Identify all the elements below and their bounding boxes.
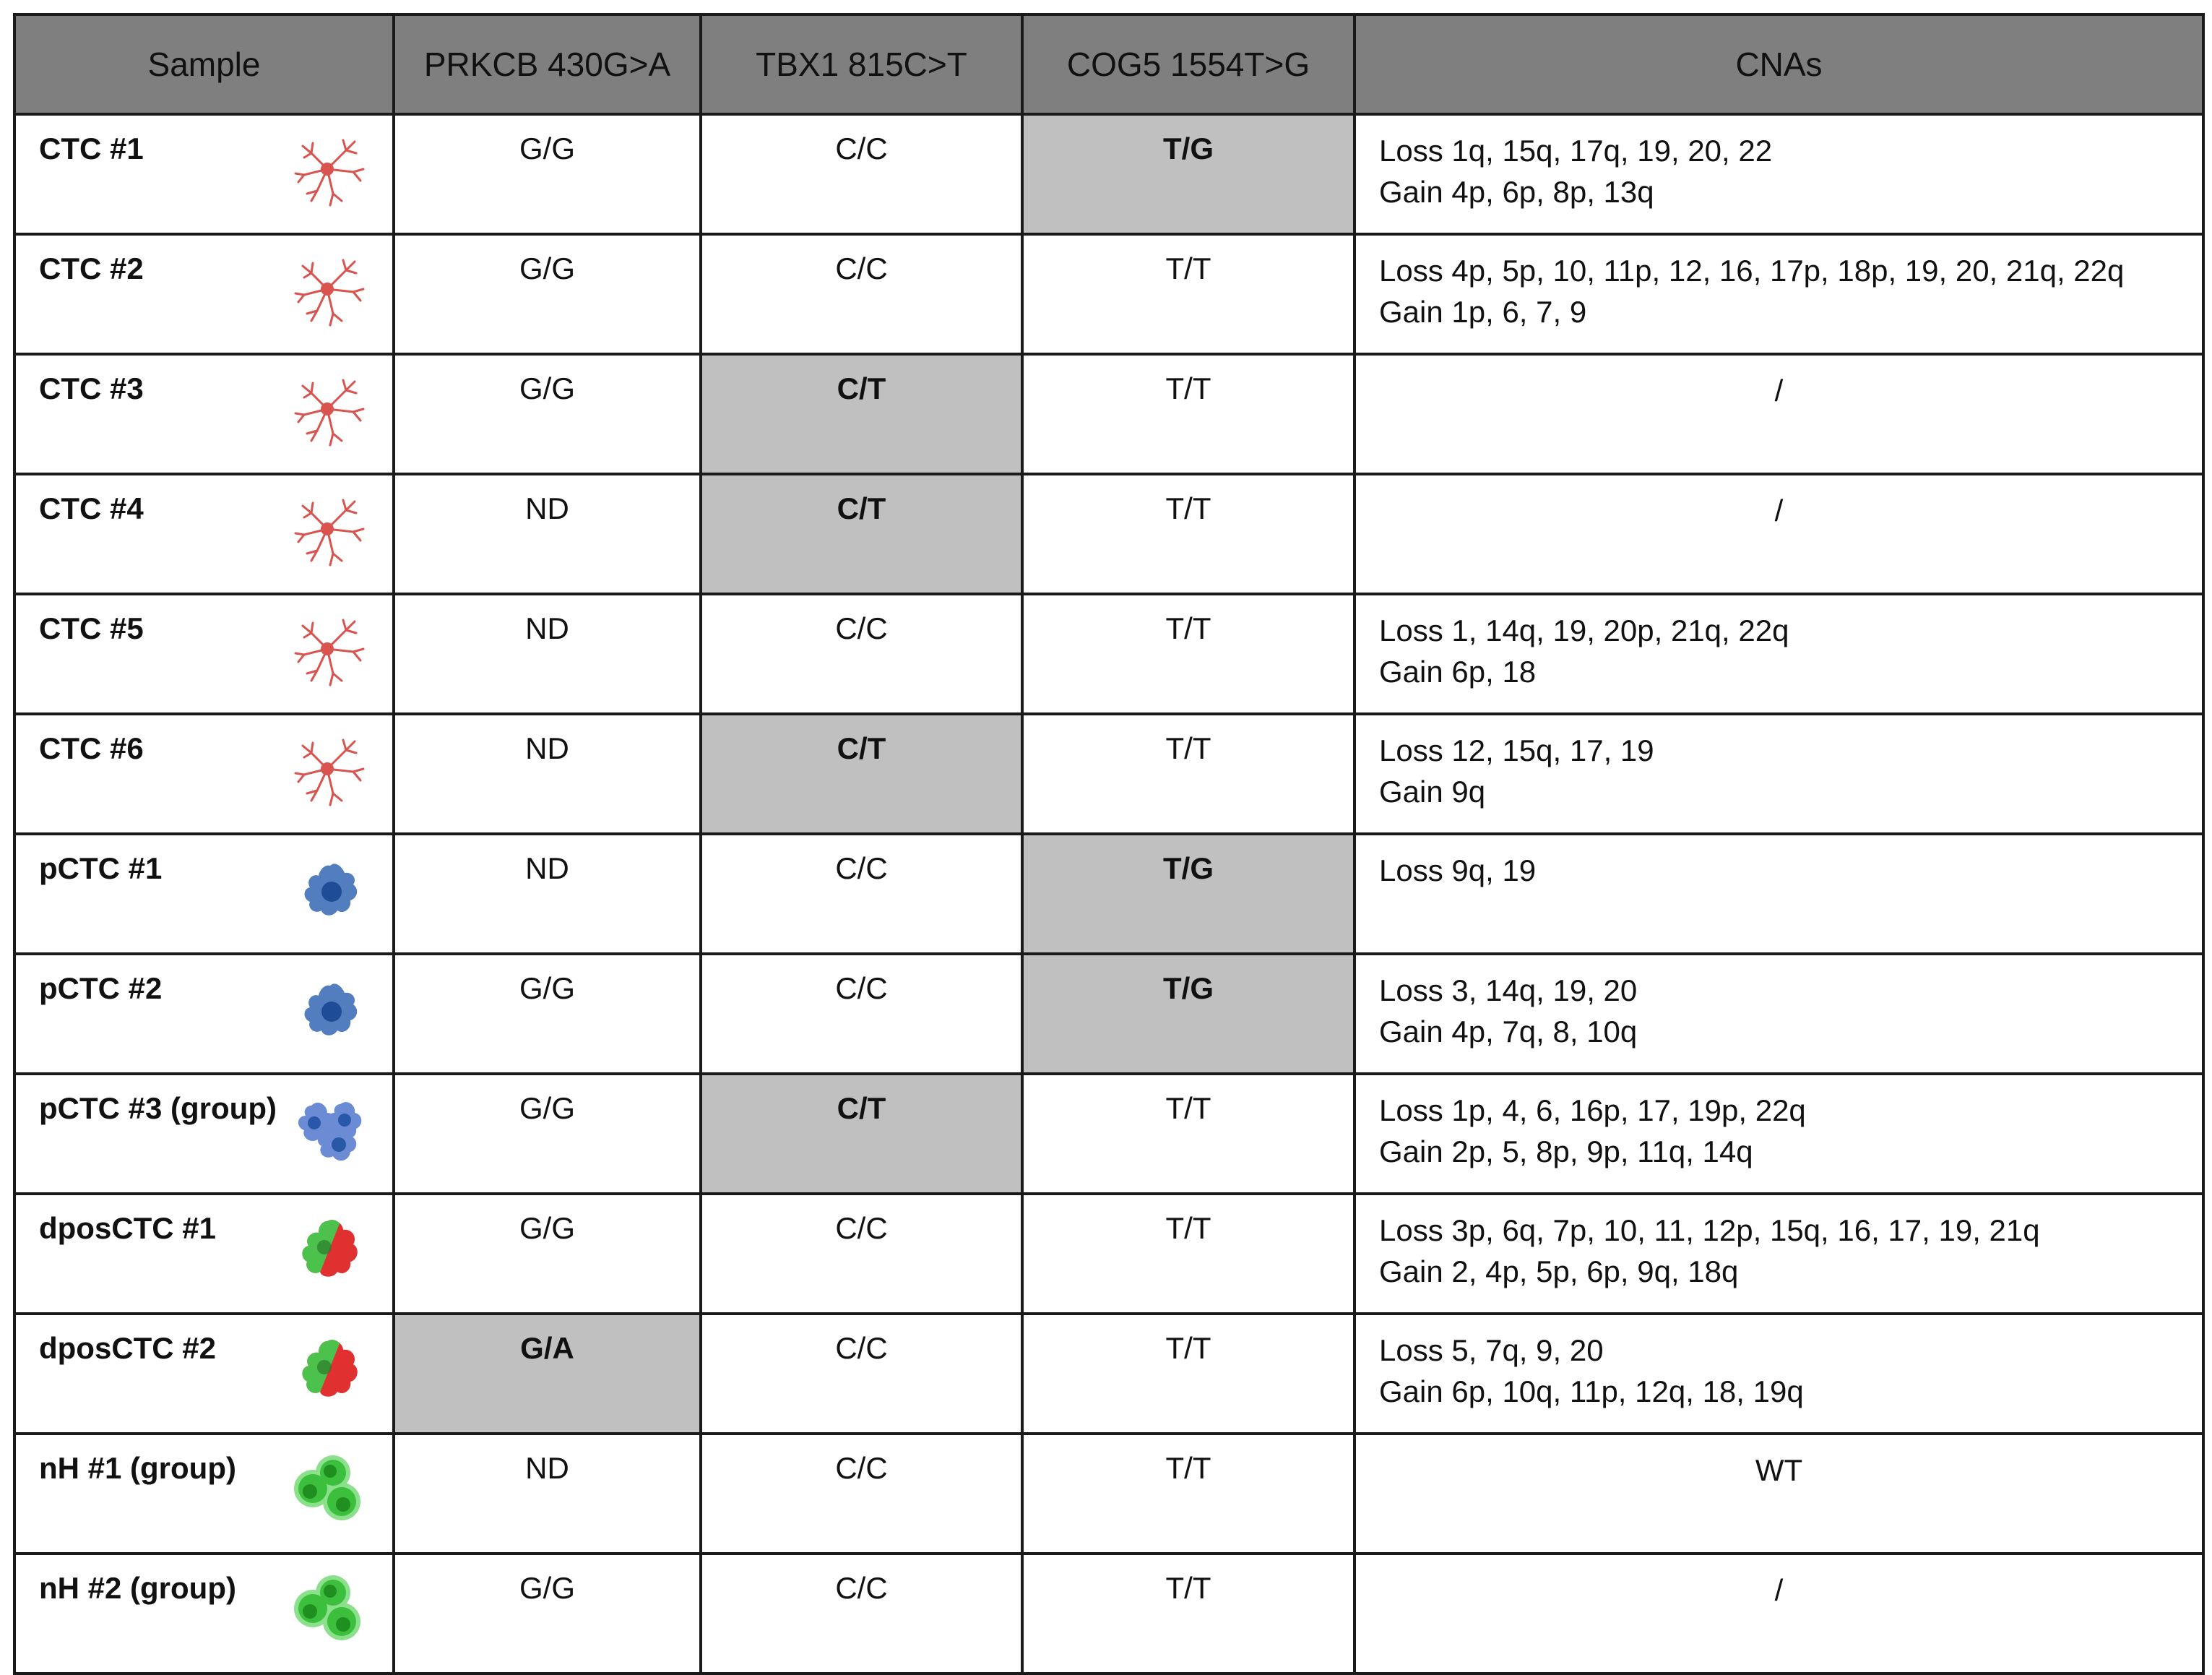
cna-cell — [1355, 834, 2203, 954]
cog5-genotype-cell: T/T — [1022, 234, 1355, 354]
sample-label: CTC #6 — [39, 731, 144, 765]
table-row — [14, 1314, 2203, 1434]
cna-line-2: Gain 6p, 18 — [1379, 655, 1537, 689]
table-row — [14, 1554, 2203, 1674]
table-row — [14, 1074, 2203, 1194]
table-row — [14, 354, 2203, 474]
cog5-genotype-cell: T/T — [1022, 1554, 1355, 1674]
table-row — [14, 714, 2203, 834]
cna-line-2: Gain 4p, 6p, 8p, 13q — [1379, 175, 1654, 209]
sample-label: nH #2 (group) — [39, 1571, 236, 1605]
tbx1-genotype-cell: C/C — [701, 954, 1022, 1074]
neuron-cell-icon — [282, 244, 376, 335]
cog5-genotype-cell: T/G — [1022, 954, 1355, 1074]
prkcb-genotype-cell: ND — [394, 834, 701, 954]
prkcb-genotype-cell: G/G — [394, 1074, 701, 1194]
sample-label: CTC #5 — [39, 611, 144, 645]
sample-cell — [14, 1314, 394, 1434]
cna-line-2: Gain 4p, 7q, 8, 10q — [1379, 1015, 1638, 1049]
sample-label: pCTC #2 — [39, 971, 163, 1005]
cna-line-2: Gain 6p, 10q, 11p, 12q, 18, 19q — [1379, 1374, 1804, 1408]
header-row — [14, 14, 2203, 114]
prkcb-genotype-cell: G/G — [394, 354, 701, 474]
tbx1-genotype-cell: C/C — [701, 1194, 1022, 1314]
cna-line-2: Gain 2p, 5, 8p, 9p, 11q, 14q — [1379, 1134, 1753, 1168]
tbx1-genotype-cell: C/T — [701, 714, 1022, 834]
cna-cell — [1355, 1554, 2203, 1674]
prkcb-genotype-cell: G/G — [394, 1194, 701, 1314]
sample-label: pCTC #3 (group) — [39, 1091, 277, 1125]
prkcb-genotype-cell: G/G — [394, 234, 701, 354]
header-cnas: CNAs — [1355, 14, 2203, 114]
prkcb-genotype-cell: G/G — [394, 1554, 701, 1674]
sample-label: dposCTC #2 — [39, 1331, 217, 1365]
cna-line-1: / — [1774, 374, 1784, 408]
cog5-genotype-cell: T/T — [1022, 594, 1355, 714]
sample-cell — [14, 954, 394, 1074]
sample-cell — [14, 474, 394, 594]
prkcb-genotype-cell: G/A — [394, 1314, 701, 1434]
blue-cell-icon — [282, 844, 376, 934]
sample-cell — [14, 114, 394, 234]
neuron-cell-icon — [282, 484, 376, 574]
table-row — [14, 234, 2203, 354]
tbx1-genotype-cell: C/C — [701, 114, 1022, 234]
sample-label: dposCTC #1 — [39, 1211, 217, 1245]
cna-line-1: Loss 12, 15q, 17, 19 — [1379, 733, 1654, 767]
table-row — [14, 1194, 2203, 1314]
prkcb-genotype-cell: ND — [394, 474, 701, 594]
tbx1-genotype-cell: C/T — [701, 1074, 1022, 1194]
cna-cell — [1355, 1314, 2203, 1434]
tbx1-genotype-cell: C/C — [701, 1434, 1022, 1554]
double-positive-cell-icon — [282, 1324, 376, 1414]
cna-line-1: Loss 3p, 6q, 7p, 10, 11, 12p, 15q, 16, 17, 19, 21q — [1379, 1213, 2040, 1247]
sample-cell — [14, 1434, 394, 1554]
cog5-genotype-cell: T/G — [1022, 834, 1355, 954]
cog5-genotype-cell: T/T — [1022, 474, 1355, 594]
tbx1-genotype-cell: C/C — [701, 834, 1022, 954]
cog5-genotype-cell: T/T — [1022, 714, 1355, 834]
sample-cell — [14, 594, 394, 714]
cna-cell — [1355, 114, 2203, 234]
table-row — [14, 114, 2203, 234]
sample-label: CTC #1 — [39, 132, 144, 165]
cna-cell — [1355, 354, 2203, 474]
sample-cell — [14, 354, 394, 474]
cna-cell — [1355, 1194, 2203, 1314]
cog5-genotype-cell: T/T — [1022, 1314, 1355, 1434]
prkcb-genotype-cell: G/G — [394, 114, 701, 234]
table-row — [14, 834, 2203, 954]
sample-cell — [14, 1194, 394, 1314]
cna-line-1: / — [1774, 1573, 1784, 1607]
cna-line-1: Loss 1p, 4, 6, 16p, 17, 19p, 22q — [1379, 1093, 1806, 1127]
cna-line-1: Loss 1, 14q, 19, 20p, 21q, 22q — [1379, 613, 1789, 647]
double-positive-cell-icon — [282, 1204, 376, 1294]
blue-cell-icon — [282, 964, 376, 1054]
sample-label: CTC #3 — [39, 371, 144, 405]
cna-cell — [1355, 1434, 2203, 1554]
sample-cell — [14, 834, 394, 954]
genotype-table — [13, 13, 2205, 1675]
sample-label: nH #1 (group) — [39, 1451, 236, 1485]
green-cell-group-icon — [282, 1564, 376, 1654]
tbx1-genotype-cell: C/T — [701, 474, 1022, 594]
cna-line-1: Loss 5, 7q, 9, 20 — [1379, 1333, 1604, 1367]
tbx1-genotype-cell: C/C — [701, 1554, 1022, 1674]
sample-label: CTC #2 — [39, 251, 144, 285]
neuron-cell-icon — [282, 604, 376, 694]
sample-label: pCTC #1 — [39, 851, 163, 885]
cog5-genotype-cell: T/T — [1022, 1434, 1355, 1554]
cna-line-2: Gain 9q — [1379, 775, 1486, 809]
cna-line-2: Gain 2, 4p, 5p, 6p, 9q, 18q — [1379, 1254, 1739, 1288]
cna-cell — [1355, 234, 2203, 354]
sample-cell — [14, 1074, 394, 1194]
header-prkcb: PRKCB 430G>A — [394, 14, 701, 114]
cog5-genotype-cell: T/T — [1022, 1074, 1355, 1194]
table-row — [14, 474, 2203, 594]
tbx1-genotype-cell: C/C — [701, 1314, 1022, 1434]
cna-line-1: Loss 3, 14q, 19, 20 — [1379, 973, 1638, 1007]
table-row — [14, 594, 2203, 714]
green-cell-group-icon — [282, 1444, 376, 1534]
header-tbx1: TBX1 815C>T — [701, 14, 1022, 114]
prkcb-genotype-cell: ND — [394, 1434, 701, 1554]
cna-line-1: WT — [1755, 1453, 1803, 1487]
tbx1-genotype-cell: C/C — [701, 234, 1022, 354]
tbx1-genotype-cell: C/C — [701, 594, 1022, 714]
sample-label: CTC #4 — [39, 491, 144, 525]
prkcb-genotype-cell: ND — [394, 594, 701, 714]
sample-cell — [14, 1554, 394, 1674]
sample-cell — [14, 234, 394, 354]
cna-cell — [1355, 474, 2203, 594]
cna-cell — [1355, 594, 2203, 714]
prkcb-genotype-cell: ND — [394, 714, 701, 834]
cog5-genotype-cell: T/G — [1022, 114, 1355, 234]
sample-cell — [14, 714, 394, 834]
neuron-cell-icon — [282, 364, 376, 455]
neuron-cell-icon — [282, 124, 376, 215]
table-row — [14, 954, 2203, 1074]
cog5-genotype-cell: T/T — [1022, 354, 1355, 474]
table-row — [14, 1434, 2203, 1554]
cna-line-1: Loss 1q, 15q, 17q, 19, 20, 22 — [1379, 134, 1773, 168]
cna-cell — [1355, 714, 2203, 834]
neuron-cell-icon — [282, 724, 376, 814]
cna-line-1: Loss 9q, 19 — [1379, 853, 1537, 887]
blue-cell-group-icon — [282, 1084, 376, 1174]
header-cog5: COG5 1554T>G — [1022, 14, 1355, 114]
cna-line-2: Gain 1p, 6, 7, 9 — [1379, 295, 1587, 329]
tbx1-genotype-cell: C/T — [701, 354, 1022, 474]
header-sample: Sample — [14, 14, 394, 114]
cog5-genotype-cell: T/T — [1022, 1194, 1355, 1314]
prkcb-genotype-cell: G/G — [394, 954, 701, 1074]
cna-line-1: Loss 4p, 5p, 10, 11p, 12, 16, 17p, 18p, 19, 20, 21q, 22q — [1379, 254, 2125, 288]
cna-cell — [1355, 954, 2203, 1074]
cna-cell — [1355, 1074, 2203, 1194]
cna-line-1: / — [1774, 494, 1784, 528]
